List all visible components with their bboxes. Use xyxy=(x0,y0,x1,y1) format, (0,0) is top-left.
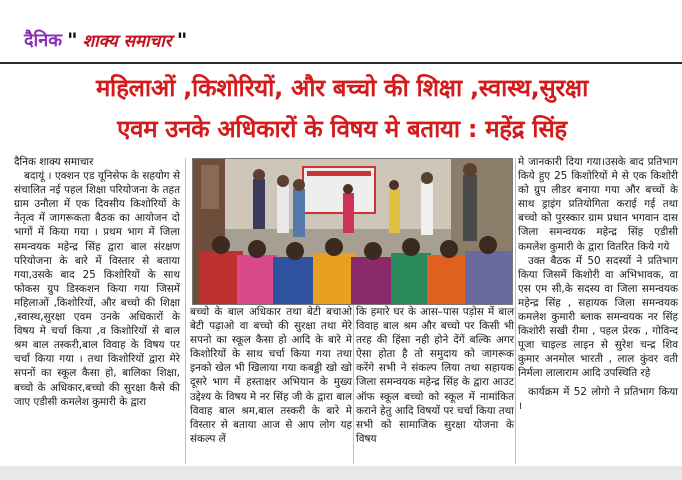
article-paragraph: बच्चो के बाल अधिकार तथा बेटी बचाओ बेटी पढ़ाओ वा बच्चो की सुरक्षा तथा मेरे सपनो का स्कूल कैसा हो आदि के बारे मे किशोरियों के साथ चर्चा किया गया तथा इनको खेल भी खिलाया गया कबड्डी खो खो दूसरे भाग में हस्ताक्षर अभियान के मुख्य उद्देश्य के विषय मे नर सिंह जी के द्वारा बाल विवाह बाल श्रम,बाल तस्करी के बारे मे विस्तार से बताया आज से आप लोग यह संकल्प लें xyxy=(190,306,352,445)
masthead xyxy=(24,28,187,52)
article-paragraph: कार्यक्रम में 52 लोगो ने प्रतिभाग किया । xyxy=(518,385,678,412)
masthead-rule xyxy=(0,62,682,64)
column-divider xyxy=(185,158,186,464)
masthead-open-quote: " xyxy=(67,28,78,52)
masthead-title: शाक्य समाचार xyxy=(82,31,172,52)
article-paragraph: कि हमारे घर के आस–पास पड़ोस में बाल विवाह बाल श्रम और बच्चो पर किसी भी तरह की हिंसा नही होने देंगें बल्कि अगर ऐसा होता है तो समुदाय को जागरूक करेंगे सभी ने संकल्प लिया तथा सहायक जिला समन्वयक महेन्द्र सिंह के द्वारा आउट ऑफ स्कूल बच्चो को स्कूल में नामांकित कराने हेतु आदि विषयों पर चर्चा किया तथा सभी को सामाजिक सुरक्षा योजना के विषय xyxy=(356,306,514,445)
headline-line-1: महिलाओं ,किशोरियों, और बच्चो की शिक्षा ,स्वास्थ,सुरक्षा xyxy=(95,74,589,102)
article-column-3 xyxy=(356,305,514,446)
article-paragraph: मे जानकारी दिया गया।उसके बाद प्रतिभाग किये हुए 25 किशोरियों मे से एक किशोरी को ग्रुप लीडर बनाया गया और बच्चों के साथ ड्राइंग प्रतियोगिता कराई गई तथा बच्चो को पुरस्कार ग्राम प्रधान भगवान दास जिला समन्वयक महेन्द्र सिंह एडीसी कमलेश कुमारी के द्वारा वितरित किये गये xyxy=(518,156,678,253)
column-divider xyxy=(515,158,516,464)
article-paragraph: उक्त बैठक में 50 सदस्यों ने प्रतिभाग किया जिसमें किशोरी वा अभिभावक, वा एस एम सी,के सदस्य वा जिला समन्वयक महेन्द्र सिंह , सहायक जिला समन्वयक कमलेश कुमारी ब्लाक समन्वयक नर सिंह किशोरी सखी रीमा , पहल प्रेरक , गोविन्द पूजा चाइल्ड लाइन से सुरेश चन्द्र शिव कुमार अनमोल भारती , लाल कुंवर वती निर्मला लालाराम आदि उपस्थिति रहे xyxy=(518,254,678,380)
masthead-dainik: दैनिक xyxy=(24,30,63,51)
headline-line-2: एवम उनके अधिकारों के विषय मे बताया : महेंद्र सिंह xyxy=(117,115,567,143)
article-column-4 xyxy=(518,155,678,413)
article-column-2 xyxy=(190,305,352,446)
column-divider xyxy=(353,305,354,464)
next-article-strip xyxy=(0,466,682,480)
article-column-1 xyxy=(14,155,180,409)
photo-illustration xyxy=(193,159,512,304)
byline: दैनिक शाक्य समाचार xyxy=(14,156,94,168)
masthead-close-quote: " xyxy=(176,28,188,52)
news-photo xyxy=(192,158,513,305)
article-paragraph: बदायूं । एक्शन एड यूनिसेफ के सहयोग से संचालित नई पहल शिक्षा परियोजना के तहत ग्राम उनौला में एक दिवसीय किशोरियों के नेतृत्व में जागरूकता बैठक का आयोजन दो भागों में किया गया । प्रथम भाग में जिला समन्वयक महेन्द्र सिंह द्वारा बाल संरक्षण परियोजना के बारे में विस्तार से बताया गया,उसके बाद 25 किशोरियों के साथ फोकस ग्रुप डिस्कशन किया गया जिसमें महिलाओं ,किशोरियों, और बच्चो की शिक्षा ,स्वास्थ,सुरक्षा एवम उनके अधिकारों के विषय मे चर्चा किया ,व किशोरियों से बाल श्रम बाल तस्करी,बाल विवाह के विषय पर चर्चा किया गया । तथा किशोरियों द्वारा मेरे सपनों का स्कूल कैसा हो, बालिका शिक्षा, बच्चो के अधिकार,बच्चो की सुरक्षा कैसे की जाए एडीसी कमलेश कुमारी के द्वारा xyxy=(14,170,180,408)
